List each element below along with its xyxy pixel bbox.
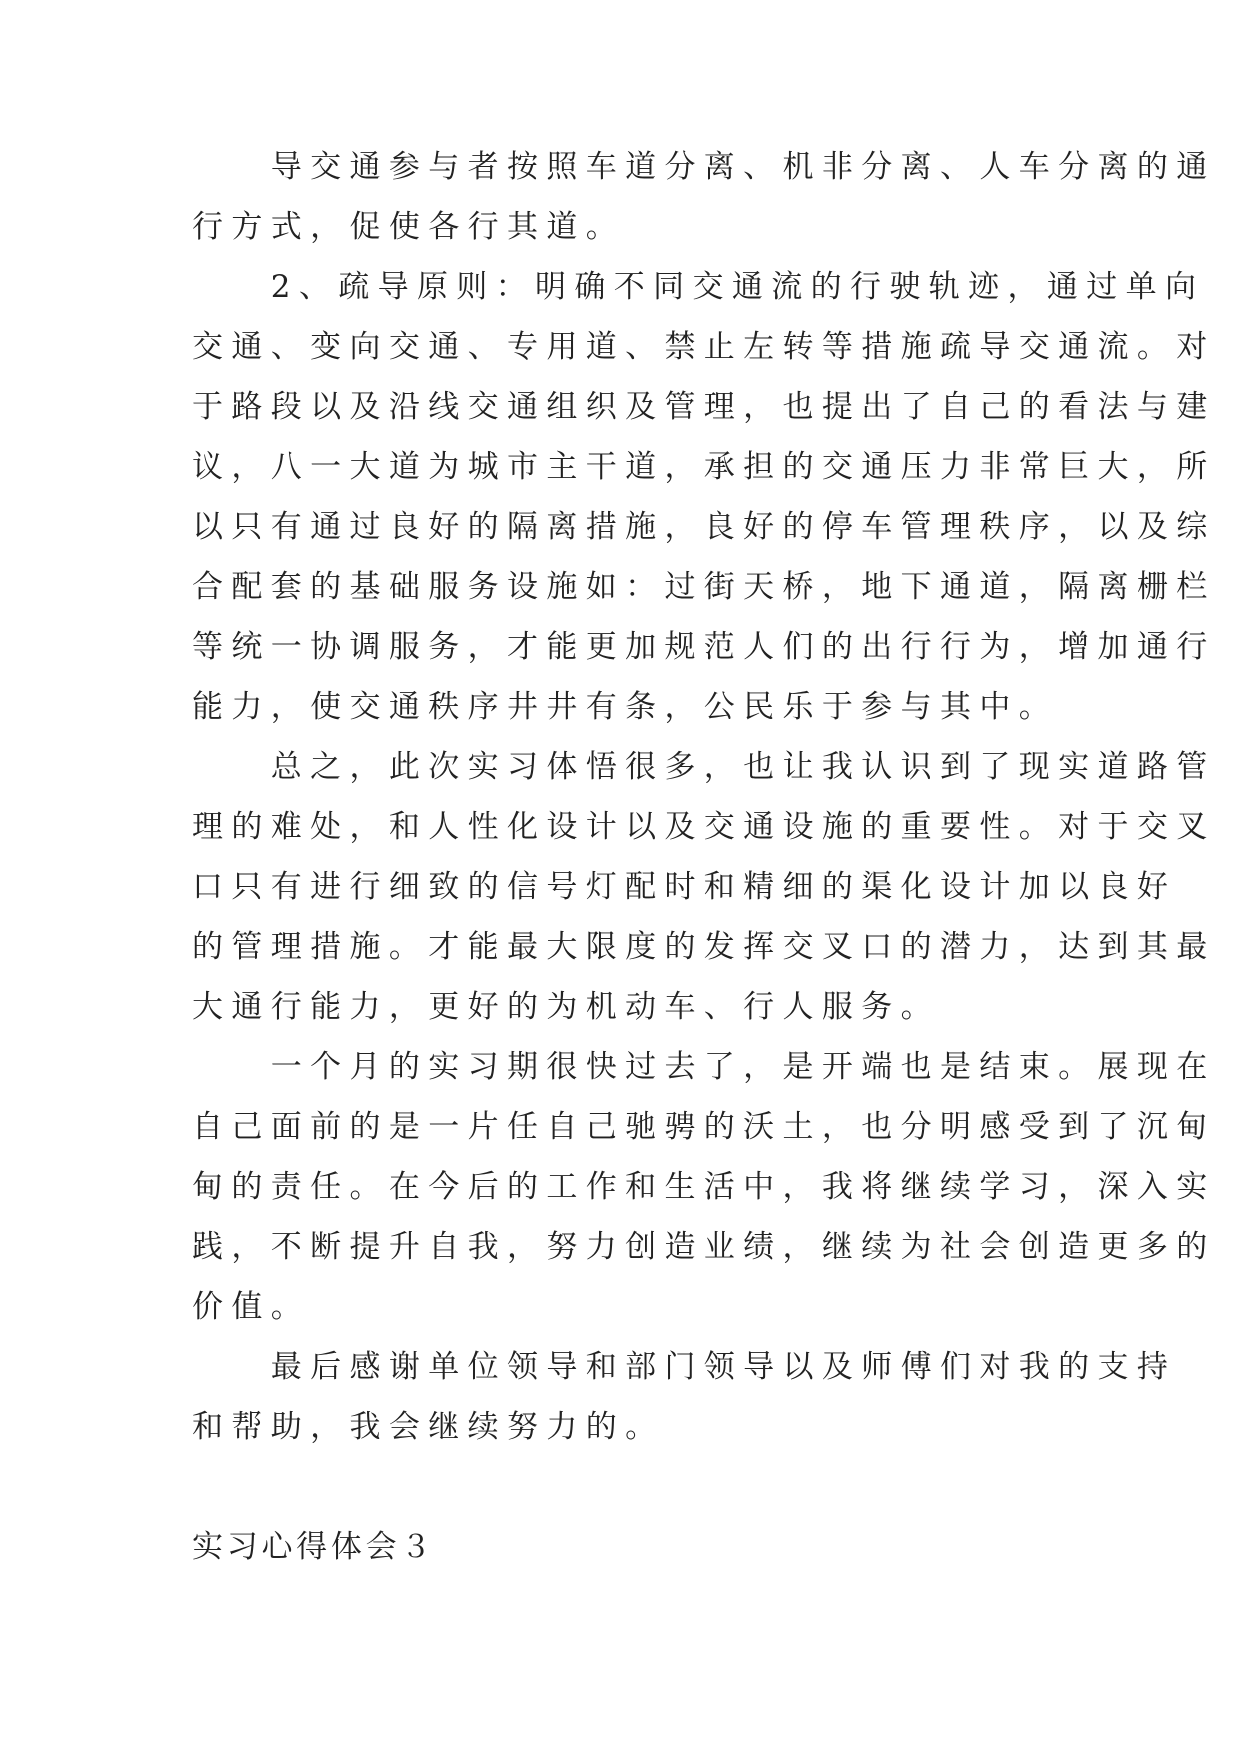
text-line: 交通、变向交通、专用道、禁止左转等措施疏导交通流。对 <box>192 329 1216 365</box>
text-line: 理的难处，和人性化设计以及交通设施的重要性。对于交叉 <box>192 809 1216 845</box>
text-line: 于路段以及沿线交通组织及管理，也提出了自己的看法与建 <box>192 389 1216 425</box>
text-line: 和帮助，我会继续努力的。 <box>192 1409 665 1445</box>
text-line: 合配套的基础服务设施如：过街天桥，地下通道，隔离栅栏 <box>192 569 1216 605</box>
text-line: 践，不断提升自我，努力创造业绩，继续为社会创造更多的 <box>192 1229 1216 1265</box>
text-line: 等统一协调服务，才能更加规范人们的出行行为，增加通行 <box>192 629 1216 665</box>
text-line: 议，八一大道为城市主干道，承担的交通压力非常巨大，所 <box>192 449 1216 485</box>
text-line: 导交通参与者按照车道分离、机非分离、人车分离的通 <box>192 149 1216 185</box>
text-line: 总之，此次实习体悟很多，也让我认识到了现实道路管 <box>192 749 1216 785</box>
text-line: 大通行能力，更好的为机动车、行人服务。 <box>192 989 941 1025</box>
text-line: 2、疏导原则：明确不同交通流的行驶轨迹，通过单向 <box>192 269 1205 305</box>
text-line: 甸的责任。在今后的工作和生活中，我将继续学习，深入实 <box>192 1169 1216 1205</box>
text-line: 行方式，促使各行其道。 <box>192 209 626 245</box>
text-line: 口只有进行细致的信号灯配时和精细的渠化设计加以良好 <box>192 869 1177 905</box>
text-line: 能力，使交通秩序井井有条，公民乐于参与其中。 <box>192 689 1059 725</box>
text-line: 价值。 <box>192 1289 311 1325</box>
text-line: 最后感谢单位领导和部门领导以及师傅们对我的支持 <box>192 1349 1177 1385</box>
text-line: 自己面前的是一片任自己驰骋的沃土，也分明感受到了沉甸 <box>192 1109 1216 1145</box>
section-heading: 实习心得体会３ <box>192 1529 436 1565</box>
text-line: 一个月的实习期很快过去了，是开端也是结束。展现在 <box>192 1049 1216 1085</box>
text-line: 以只有通过良好的隔离措施，良好的停车管理秩序，以及综 <box>192 509 1216 545</box>
text-line: 的管理措施。才能最大限度的发挥交叉口的潜力，达到其最 <box>192 929 1216 965</box>
